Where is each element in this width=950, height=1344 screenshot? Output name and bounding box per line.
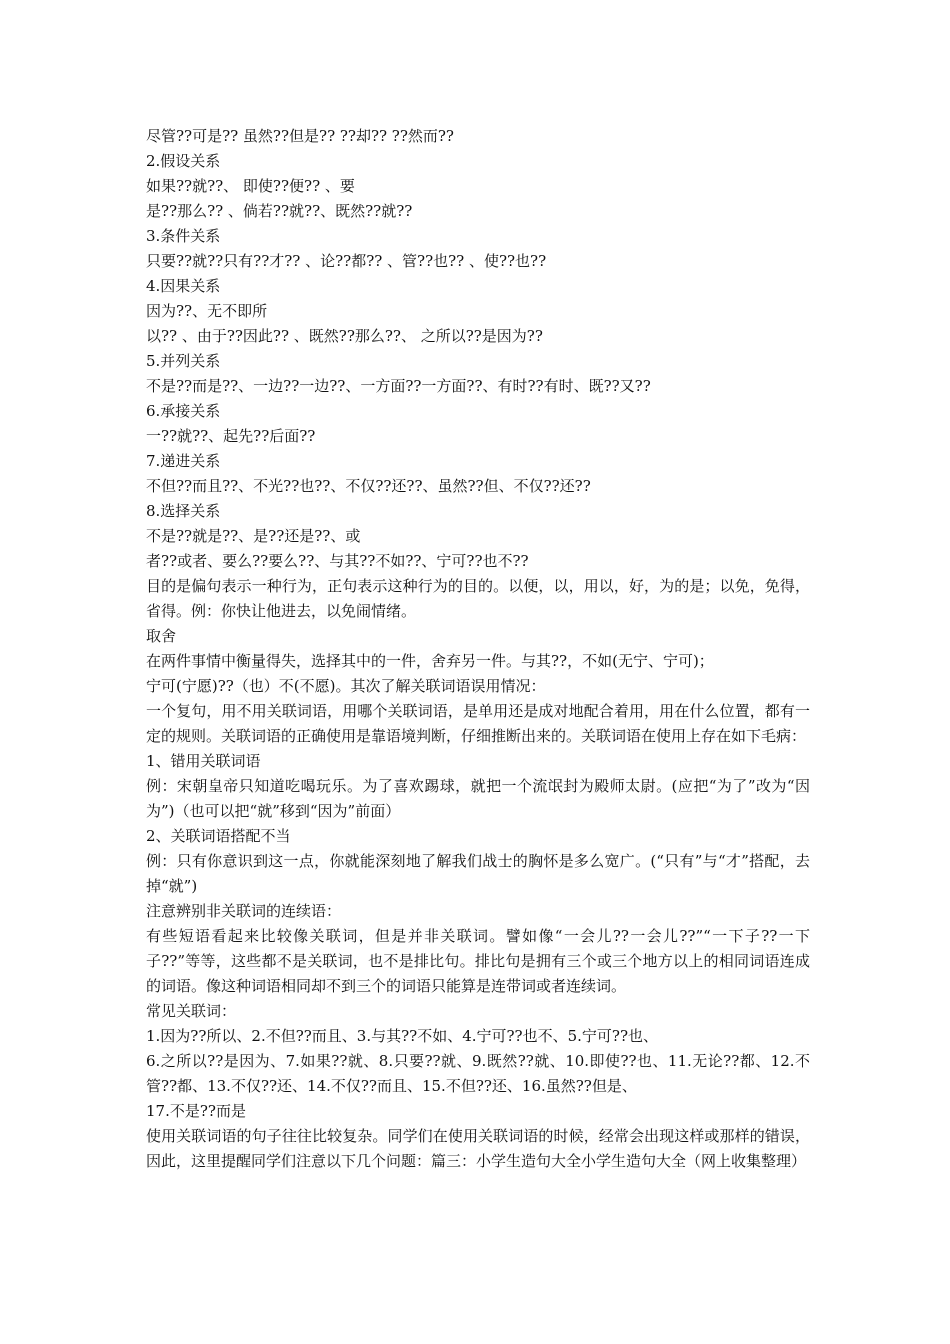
paragraph: 使用关联词语的句子往往比较复杂。同学们在使用关联词语的时候，经常会出现这样或那样的错误，因此，这里提醒同学们注意以下几个问题：篇三：小学生造句大全小学生造句大全（网上收集整理） (146, 1127, 810, 1170)
section-heading: 2、关联词语搭配不当 (146, 827, 291, 845)
text-line: 不是??就是??、是??还是??、或 (146, 527, 361, 545)
text-line: 是??那么?? 、倘若??就??、既然??就?? (146, 202, 413, 220)
text-line: 只要??就??只有??才?? 、论??都?? 、管??也?? 、使??也?? (146, 252, 547, 270)
section-heading: 3.条件关系 (146, 227, 221, 245)
text-line: 一??就??、起先??后面?? (146, 427, 316, 445)
section-heading: 4.因果关系 (146, 277, 221, 295)
paragraph: 6.之所以??是因为、7.如果??就、8.只要??就、9.既然??就、10.即使??也、11.无论??都、12.不管??都、13.不仅??还、14.不仅??而且、15.不但??还、16.虽然??但是、 (146, 1052, 810, 1095)
text-line: 因为??、无不即所 (146, 302, 268, 320)
paragraph: 目的是偏句表示一种行为，正句表示这种行为的目的。以便，以，用以，好，为的是；以免，免得，省得。例：你快让他进去，以免闹情绪。 (146, 577, 810, 620)
document-body (146, 124, 810, 1174)
section-heading: 取舍 (146, 627, 177, 645)
paragraph: 有些短语看起来比较像关联词，但是并非关联词。譬如像“一会儿??一会儿??”“一下子??一下子??”等等，这些都不是关联词，也不是排比句。排比句是拥有三个或三个地方以上的相同词语连成的词语。像这种词语相同却不到三个的词语只能算是连带词或者连续词。 (146, 927, 810, 995)
section-heading: 2.假设关系 (146, 152, 221, 170)
paragraph: 在两件事情中衡量得失，选择其中的一件，舍弃另一件。与其??，不如(无宁、宁可)； (146, 652, 714, 670)
text-line: 如果??就??、 即使??便?? 、要 (146, 177, 355, 195)
section-heading: 注意辨别非关联词的连续语： (146, 902, 342, 920)
section-heading: 7.递进关系 (146, 452, 221, 470)
text-line: 以?? 、由于??因此?? 、既然??那么??、 之所以??是因为?? (146, 327, 543, 345)
section-heading: 常见关联词： (146, 1002, 237, 1020)
text-line: 者??或者、要么??要么??、与其??不如??、宁可??也不?? (146, 552, 529, 570)
paragraph: 例：只有你意识到这一点，你就能深刻地了解我们战士的胸怀是多么宽广。(“只有”与“才”搭配，去掉“就”) (146, 852, 810, 895)
section-heading: 1、错用关联词语 (146, 752, 261, 770)
paragraph: 17.不是??而是 (146, 1102, 246, 1120)
text-line: 不但??而且??、不光??也??、不仅??还??、虽然??但、不仅??还?? (146, 477, 591, 495)
paragraph: 1.因为??所以、2.不但??而且、3.与其??不如、4.宁可??也不、5.宁可??也、 (146, 1027, 658, 1045)
section-heading: 5.并列关系 (146, 352, 221, 370)
paragraph: 一个复句，用不用关联词语，用哪个关联词语，是单用还是成对地配合着用，用在什么位置，都有一定的规则。关联词语的正确使用是靠语境判断，仔细推断出来的。关联词语在使用上存在如下毛病： (146, 702, 810, 745)
section-heading: 8.选择关系 (146, 502, 221, 520)
text-line: 不是??而是??、一边??一边??、一方面??一方面??、有时??有时、既??又?? (146, 377, 651, 395)
section-heading: 6.承接关系 (146, 402, 221, 420)
text-line: 尽管??可是?? 虽然??但是?? ??却?? ??然而?? (146, 127, 454, 145)
paragraph: 例：宋朝皇帝只知道吃喝玩乐。为了喜欢踢球，就把一个流氓封为殿师太尉。(应把“为了”改为“因为”)（也可以把“就”移到“因为”前面） (146, 777, 810, 820)
paragraph: 宁可(宁愿)??（也）不(不愿)。其次了解关联词语误用情况： (146, 677, 546, 695)
